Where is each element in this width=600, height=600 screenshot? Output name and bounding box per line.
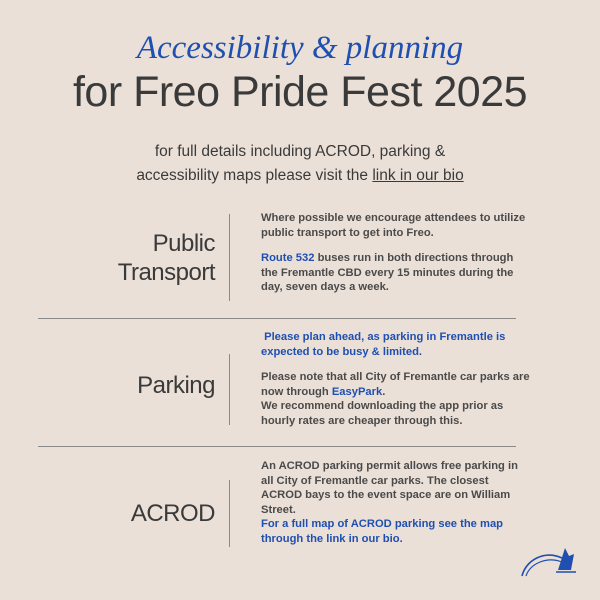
divider-vertical-transport (229, 214, 230, 301)
parking-paragraph-2-prefix: Please note that all City of Fremantle car parks are now through (261, 371, 530, 398)
transport-paragraph-2 (261, 251, 531, 295)
acrod-paragraph-2: For a full map of ACROD parking see the map through the link in our bio. (261, 518, 504, 545)
intro-line-2-prefix: accessibility maps please visit the (136, 167, 373, 184)
divider-vertical-parking (229, 354, 230, 425)
label-line-public: Public (152, 230, 215, 257)
intro-text (0, 140, 600, 188)
divider-vertical-acrod (229, 480, 230, 547)
intro-line-2 (0, 164, 600, 188)
pride-fest-logo-icon (518, 542, 580, 582)
parking-paragraph-2 (261, 370, 531, 399)
easypark-highlight: EasyPark (331, 385, 383, 398)
divider-horizontal-1 (38, 318, 516, 319)
parking-notice: Please plan ahead, as parking in Fremantle is expected to be busy & limited. (261, 331, 509, 358)
transport-paragraph-2-rest: buses run in both directions through the Fremantle CBD every 15 minutes during the day, seven days a week. (261, 252, 514, 293)
parking-paragraph-2-suffix: . (382, 385, 386, 398)
acrod-text (261, 459, 531, 546)
section-label-public-transport (118, 229, 215, 287)
bio-link[interactable]: link in our bio (372, 167, 464, 184)
route-532-highlight: Route 532 (261, 252, 315, 264)
script-title: Accessibility & planning (136, 30, 464, 66)
transport-paragraph-1: Where possible we encourage attendees to utilize public transport to get into Freo. (261, 212, 526, 239)
acrod-paragraph-1: An ACROD parking permit allows free parking in all City of Fremantle car parks. The closest ACROD bays to the event space are on William Street. (261, 460, 518, 516)
intro-line-1: for full details including ACROD, parking & (154, 143, 446, 160)
transport-text (261, 211, 531, 295)
page-title: for Freo Pride Fest 2025 (72, 68, 528, 116)
parking-text (261, 330, 531, 428)
section-label-acrod: ACROD (130, 500, 215, 527)
parking-paragraph-3: We recommend downloading the app prior as hourly rates are cheaper through this. (261, 400, 504, 427)
label-line-transport: Transport (117, 259, 215, 286)
divider-horizontal-2 (38, 446, 516, 447)
section-label-parking: Parking (137, 372, 215, 399)
